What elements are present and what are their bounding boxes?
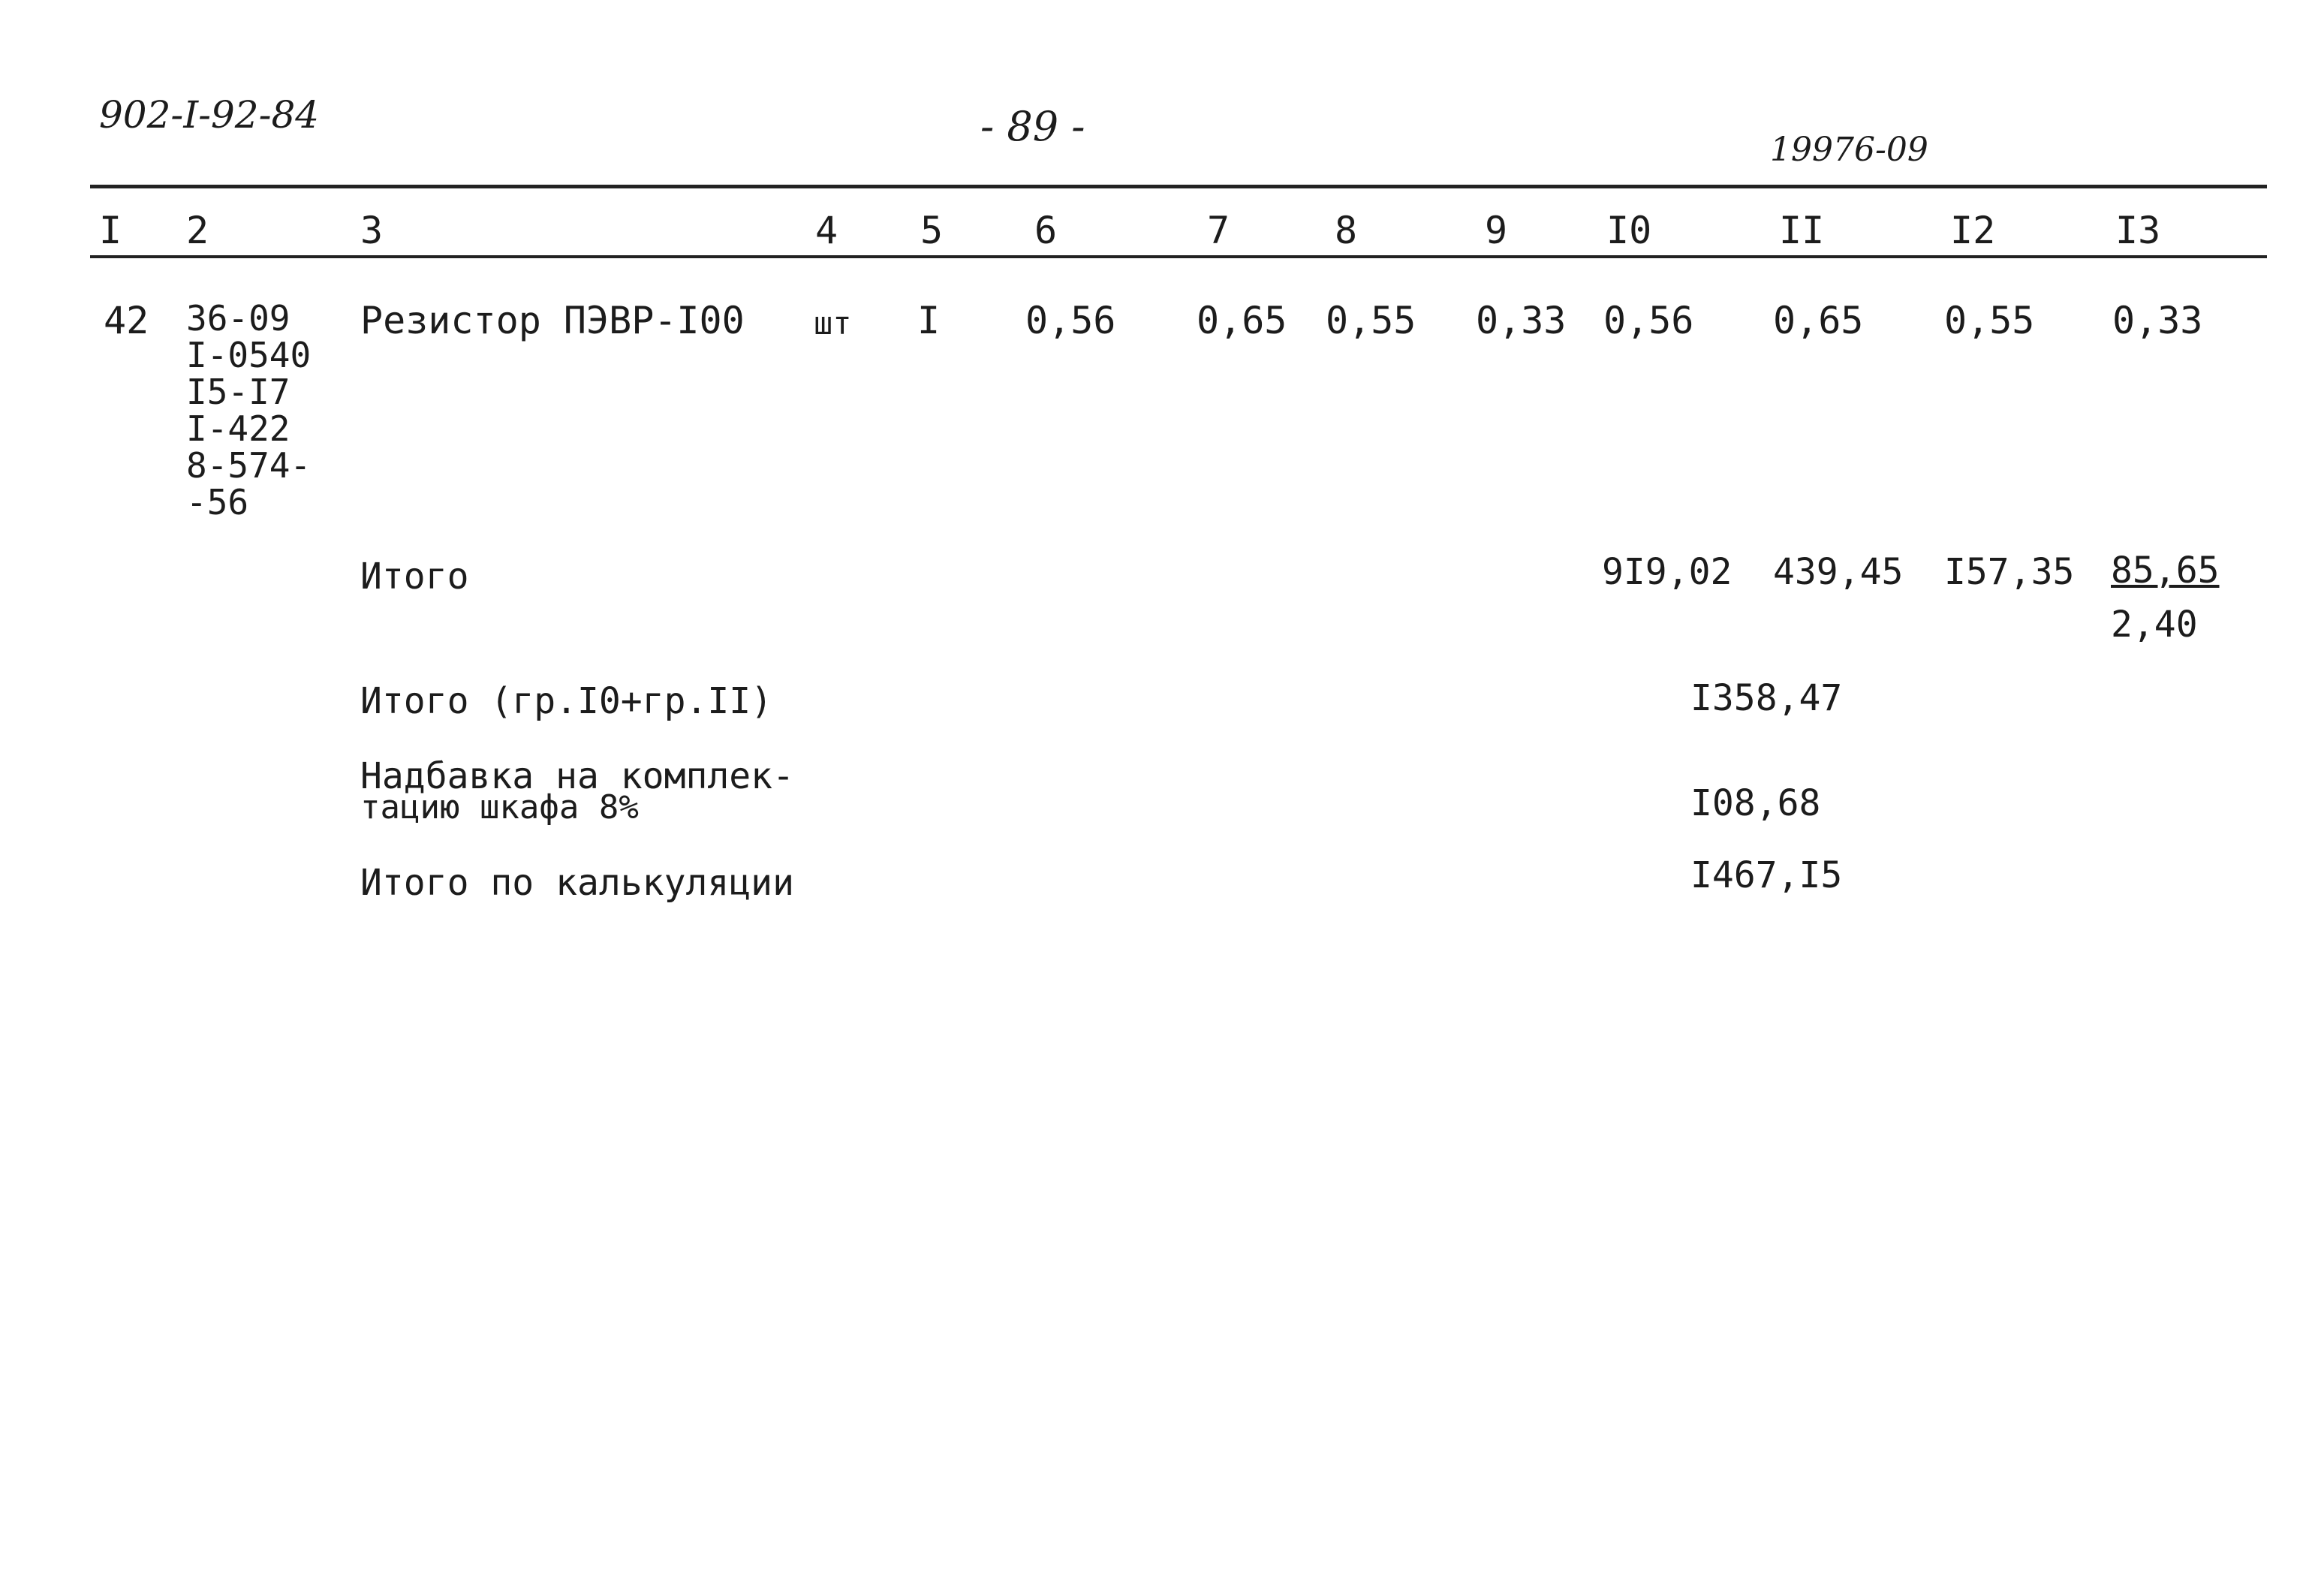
cell-col-7: 0,65: [1197, 299, 1287, 342]
surcharge-label-line2: тацию шкафа 8%: [360, 788, 639, 827]
code-line: I5-I7: [186, 372, 291, 412]
cell-col-8: 0,55: [1326, 299, 1416, 342]
itogo-col-10: 9I9,02: [1602, 551, 1733, 593]
cell-col-6: 0,56: [1025, 299, 1116, 342]
sheet-code: 19976-09: [1770, 131, 1928, 169]
table-top-rule: [90, 185, 2267, 188]
column-header: I3: [2115, 209, 2161, 252]
itogo-col-13-top: 85,65: [2111, 550, 2220, 592]
column-header: I2: [1950, 209, 1996, 252]
itogo-col-13-bottom: 2,40: [2111, 604, 2198, 646]
cell-col-12: 0,55: [1944, 299, 2035, 342]
column-header: II: [1779, 209, 1825, 252]
column-header: 4: [815, 209, 838, 252]
item-unit: шт: [814, 305, 852, 342]
column-header: 9: [1485, 209, 1508, 252]
column-header: 7: [1207, 209, 1230, 252]
column-header: 2: [186, 209, 209, 252]
code-line: -56: [186, 482, 249, 522]
itogo-col-12: I57,35: [1944, 551, 2075, 593]
cell-col-13: 0,33: [2112, 299, 2203, 342]
itogo-col-11: 439,45: [1773, 551, 1904, 593]
sum-value: I358,47: [1690, 677, 1843, 719]
cell-col-9: 0,33: [1476, 299, 1567, 342]
code-line: I-422: [186, 408, 291, 449]
surcharge-value: I08,68: [1690, 782, 1821, 824]
column-header: 8: [1335, 209, 1358, 252]
sum-label: Итого (гр.I0+гр.II): [360, 680, 773, 722]
document-code: 902-I-92-84: [99, 93, 320, 137]
column-header: 6: [1034, 209, 1058, 252]
header-bottom-rule: [90, 255, 2267, 258]
column-header: I: [99, 209, 122, 252]
cell-col-10: 0,56: [1603, 299, 1694, 342]
code-line: 36-09: [186, 298, 291, 339]
final-label: Итого по калькуляции: [360, 862, 794, 904]
column-header: I0: [1606, 209, 1652, 252]
cell-col-11: 0,65: [1773, 299, 1864, 342]
item-name: Резистор ПЭВР-I00: [360, 299, 745, 342]
surcharge-label-line1: Надбавка на комплек-: [360, 755, 794, 797]
final-value: I467,I5: [1690, 854, 1843, 896]
row-codes: [186, 300, 311, 521]
item-qty: I: [917, 299, 941, 342]
code-line: I-0540: [186, 335, 312, 375]
row-number: 42: [104, 299, 149, 342]
code-line: 8-574-: [186, 445, 312, 486]
page-number: - 89 -: [980, 103, 1085, 150]
itogo-label: Итого: [360, 556, 469, 598]
column-header: 3: [360, 209, 384, 252]
column-header: 5: [920, 209, 944, 252]
